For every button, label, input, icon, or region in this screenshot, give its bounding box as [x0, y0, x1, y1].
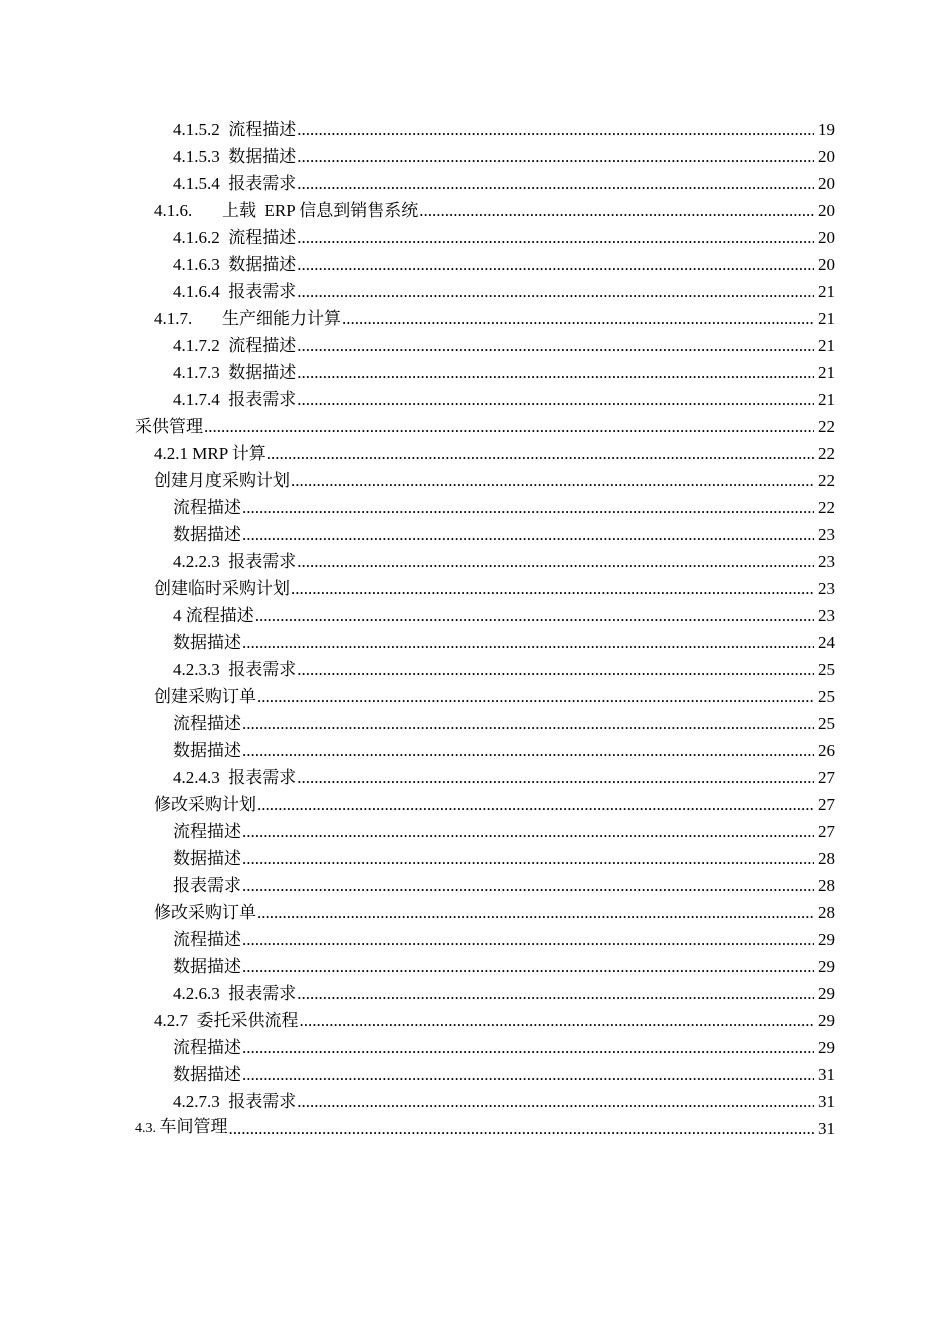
- toc-entry[interactable]: [0, 141, 950, 168]
- toc-entry-title: 报表需求: [228, 552, 297, 571]
- toc-entry-label: [173, 525, 241, 545]
- toc-dot-leader: [297, 282, 814, 302]
- toc-dot-leader: [242, 957, 814, 977]
- toc-entry[interactable]: [0, 735, 950, 762]
- toc-page-number: 23: [818, 525, 835, 544]
- toc-entry-title: 流程描述: [173, 930, 241, 949]
- toc-entry-number: 4.1.7.2: [173, 336, 229, 355]
- toc-entry-label: [173, 849, 241, 869]
- toc-entry-title: 数据描述: [173, 525, 241, 544]
- toc-dot-leader: [297, 228, 814, 248]
- toc-dot-leader: [297, 1092, 814, 1112]
- toc-entry-label: [173, 552, 296, 572]
- toc-entry-label: [173, 660, 296, 680]
- toc-dot-leader: [297, 363, 814, 383]
- toc-entry-label: [135, 417, 203, 437]
- toc-entry[interactable]: [0, 168, 950, 195]
- toc-dot-leader: [297, 120, 814, 140]
- toc-entry-number: 4.1.6.3: [173, 255, 229, 274]
- toc-entry-number: 4.2.1: [154, 444, 193, 463]
- toc-dot-leader: [242, 876, 814, 896]
- toc-entry-title: MRP 计算: [192, 444, 266, 463]
- toc-dot-leader: [297, 984, 814, 1004]
- toc-entry-number: 4.2.3.3: [173, 660, 229, 679]
- toc-dot-leader: [297, 336, 814, 356]
- toc-entry-title: 创建采购订单: [154, 687, 256, 706]
- toc-dot-leader: [297, 552, 814, 572]
- toc-entry-label: [154, 471, 290, 491]
- toc-entry-label: [173, 255, 296, 275]
- toc-entry[interactable]: [0, 924, 950, 951]
- toc-dot-leader: [242, 525, 814, 545]
- toc-entry-label: [173, 957, 241, 977]
- toc-page-number: 29: [818, 957, 835, 976]
- toc-entry-label: [154, 1011, 299, 1031]
- toc-entry-title: 流程描述: [228, 228, 297, 247]
- toc-entry[interactable]: [0, 357, 950, 384]
- toc-entry-number: 4.1.5.4: [173, 174, 229, 193]
- toc-entry-label: [154, 795, 256, 815]
- toc-entry[interactable]: [0, 951, 950, 978]
- toc-entry-label: [173, 120, 296, 140]
- toc-page-number: 21: [818, 363, 835, 382]
- toc-entry-number: 4.1.6.2: [173, 228, 229, 247]
- toc-entry-title: 流程描述: [173, 714, 241, 733]
- toc-page-number: 20: [818, 255, 835, 274]
- toc-dot-leader: [242, 849, 814, 869]
- toc-entry[interactable]: [0, 870, 950, 897]
- toc-entry-label: [173, 741, 241, 761]
- toc-entry-label: [173, 822, 241, 842]
- toc-dot-leader: [204, 417, 814, 437]
- toc-entry[interactable]: [0, 708, 950, 735]
- toc-entry[interactable]: [0, 222, 950, 249]
- toc-page-number: 28: [818, 876, 835, 895]
- toc-dot-leader: [242, 1038, 814, 1058]
- toc-page-number: 31: [818, 1065, 835, 1084]
- toc-entry[interactable]: [0, 249, 950, 276]
- toc-entry-title: 数据描述: [228, 147, 297, 166]
- toc-entry-title: 流程描述: [228, 120, 297, 139]
- toc-entry[interactable]: [0, 1032, 950, 1059]
- toc-entry-title: 报表需求: [228, 282, 297, 301]
- toc-page-number: 22: [818, 498, 835, 517]
- toc-entry-number: 4.2.6.3: [173, 984, 229, 1003]
- toc-dot-leader: [291, 471, 814, 491]
- toc-entry-number: 4.1.6.: [154, 201, 222, 220]
- toc-entry-label: [173, 498, 241, 518]
- toc-dot-leader: [242, 633, 814, 653]
- toc-page-number: 22: [818, 444, 835, 463]
- toc-entry-label: [154, 201, 418, 221]
- toc-entry-label: [173, 876, 241, 896]
- toc-dot-leader: [257, 687, 814, 707]
- toc-page-number: 29: [818, 984, 835, 1003]
- toc-entry-number: 4.1.7.4: [173, 390, 229, 409]
- toc-entry[interactable]: [0, 114, 950, 141]
- toc-entry[interactable]: [0, 546, 950, 573]
- toc-entry[interactable]: [0, 573, 950, 600]
- toc-entry-title: 修改采购订单: [154, 903, 256, 922]
- toc-page-number: 23: [818, 552, 835, 571]
- toc-entry-title: 流程描述: [185, 606, 254, 625]
- toc-entry-title: 报表需求: [228, 660, 297, 679]
- toc-page-number: 26: [818, 741, 835, 760]
- toc-entry-title: 车间管理: [159, 1117, 228, 1136]
- toc-entry[interactable]: [0, 465, 950, 492]
- toc-entry-number: 4.2.7: [154, 1011, 197, 1030]
- toc-entry-number: 4: [173, 606, 186, 625]
- toc-entry-number: 4.1.5.3: [173, 147, 229, 166]
- toc-entry-number: 4.1.7.: [154, 309, 222, 328]
- toc-dot-leader: [297, 660, 814, 680]
- toc-entry-label: [173, 174, 296, 194]
- toc-page-number: 22: [818, 417, 835, 436]
- toc-page-number: 25: [818, 687, 835, 706]
- toc-entry[interactable]: [0, 411, 950, 438]
- toc-entry[interactable]: [0, 384, 950, 411]
- toc-entry[interactable]: [0, 1059, 950, 1086]
- toc-entry-title: 报表需求: [173, 876, 241, 895]
- toc-entry-label: [173, 984, 296, 1004]
- toc-entry-label: [173, 1065, 241, 1085]
- toc-entry-label: [154, 444, 266, 464]
- toc-dot-leader: [257, 903, 814, 923]
- toc-entry-title: 上载 ERP 信息到销售系统: [222, 201, 419, 220]
- toc-entry-label: [173, 390, 296, 410]
- toc-entry-title: 采供管理: [135, 417, 203, 436]
- toc-page-number: 19: [818, 120, 835, 139]
- toc-entry-title: 生产细能力计算: [222, 309, 341, 328]
- toc-entry-title: 数据描述: [173, 633, 241, 652]
- toc-entry[interactable]: [0, 438, 950, 465]
- toc-entry-title: 创建月度采购计划: [154, 471, 290, 490]
- toc-page-number: 29: [818, 1011, 835, 1030]
- toc-entry-label: [135, 1117, 228, 1139]
- toc-dot-leader: [297, 255, 814, 275]
- toc-page-number: 29: [818, 930, 835, 949]
- toc-entry[interactable]: [0, 816, 950, 843]
- toc-entry[interactable]: [0, 789, 950, 816]
- toc-page-number: 25: [818, 714, 835, 733]
- toc-entry-label: [173, 1092, 296, 1112]
- toc-entry-title: 数据描述: [173, 957, 241, 976]
- toc-dot-leader: [257, 795, 814, 815]
- toc-entry-title: 数据描述: [228, 363, 297, 382]
- toc-dot-leader: [291, 579, 814, 599]
- toc-page-number: 23: [818, 579, 835, 598]
- toc-entry-label: [173, 147, 296, 167]
- toc-entry-title: 报表需求: [228, 1092, 297, 1111]
- toc-entry[interactable]: [0, 762, 950, 789]
- toc-page-number: 25: [818, 660, 835, 679]
- toc-page-number: 20: [818, 174, 835, 193]
- toc-entry-title: 流程描述: [228, 336, 297, 355]
- toc-entry-title: 委托采供流程: [196, 1011, 299, 1030]
- toc-entry-title: 报表需求: [228, 768, 297, 787]
- toc-entry-title: 创建临时采购计划: [154, 579, 290, 598]
- toc-entry-label: [173, 336, 296, 356]
- toc-dot-leader: [229, 1119, 815, 1139]
- toc-page-number: 31: [818, 1092, 835, 1111]
- toc-entry-label: [173, 930, 241, 950]
- toc-entry-number: 4.2.2.3: [173, 552, 229, 571]
- toc-entry-title: 数据描述: [173, 849, 241, 868]
- toc-entry-label: [173, 363, 296, 383]
- toc-page-number: 24: [818, 633, 835, 652]
- toc-dot-leader: [255, 606, 814, 626]
- toc-page-number: 27: [818, 795, 835, 814]
- toc-entry-title: 修改采购计划: [154, 795, 256, 814]
- toc-page-number: 23: [818, 606, 835, 625]
- toc-entry-title: 流程描述: [173, 498, 241, 517]
- toc-page-number: 27: [818, 822, 835, 841]
- toc-entry-number: 4.2.4.3: [173, 768, 229, 787]
- toc-entry-title: 流程描述: [173, 1038, 241, 1057]
- toc-dot-leader: [242, 741, 814, 761]
- toc-page-number: 21: [818, 336, 835, 355]
- table-of-contents: [0, 114, 950, 1140]
- toc-entry-label: [154, 309, 341, 329]
- toc-entry[interactable]: [0, 897, 950, 924]
- toc-dot-leader: [419, 201, 814, 221]
- toc-entry[interactable]: [0, 276, 950, 303]
- toc-entry[interactable]: [0, 519, 950, 546]
- toc-entry[interactable]: [0, 1113, 950, 1140]
- toc-page-number: 21: [818, 390, 835, 409]
- toc-entry[interactable]: [0, 843, 950, 870]
- toc-page-number: 29: [818, 1038, 835, 1057]
- toc-entry[interactable]: [0, 681, 950, 708]
- toc-page-number: 20: [818, 201, 835, 220]
- toc-entry-label: [173, 282, 296, 302]
- toc-page-number: 28: [818, 849, 835, 868]
- toc-page-number: 22: [818, 471, 835, 490]
- toc-entry-title: 数据描述: [173, 741, 241, 760]
- toc-dot-leader: [242, 714, 814, 734]
- toc-entry-number: 4.2.7.3: [173, 1092, 229, 1111]
- toc-entry-label: [173, 228, 296, 248]
- toc-entry[interactable]: [0, 978, 950, 1005]
- toc-dot-leader: [242, 1065, 814, 1085]
- toc-dot-leader: [300, 1011, 815, 1031]
- toc-page-number: 31: [818, 1119, 835, 1138]
- toc-entry-number: 4.1.5.2: [173, 120, 229, 139]
- toc-page-number: 27: [818, 768, 835, 787]
- toc-dot-leader: [242, 498, 814, 518]
- toc-dot-leader: [297, 390, 814, 410]
- toc-entry[interactable]: [0, 195, 950, 222]
- toc-entry-number: 4.1.7.3: [173, 363, 229, 382]
- toc-page-number: 28: [818, 903, 835, 922]
- toc-entry-number: 4.1.6.4: [173, 282, 229, 301]
- toc-entry-title: 流程描述: [173, 822, 241, 841]
- toc-dot-leader: [267, 444, 814, 464]
- toc-entry-title: 报表需求: [228, 984, 297, 1003]
- toc-entry[interactable]: [0, 1005, 950, 1032]
- toc-entry-title: 报表需求: [228, 174, 297, 193]
- toc-entry[interactable]: [0, 1086, 950, 1113]
- toc-entry-label: [154, 579, 290, 599]
- toc-dot-leader: [297, 768, 814, 788]
- toc-entry-label: [173, 633, 241, 653]
- toc-entry[interactable]: [0, 654, 950, 681]
- toc-entry-label: [173, 606, 254, 626]
- toc-entry-label: [173, 714, 241, 734]
- toc-entry[interactable]: [0, 303, 950, 330]
- toc-page-number: 21: [818, 282, 835, 301]
- toc-entry-label: [173, 768, 296, 788]
- toc-entry[interactable]: [0, 600, 950, 627]
- toc-page-number: 20: [818, 228, 835, 247]
- toc-entry[interactable]: [0, 627, 950, 654]
- toc-entry-title: 数据描述: [173, 1065, 241, 1084]
- toc-entry-title: 报表需求: [228, 390, 297, 409]
- toc-page-number: 20: [818, 147, 835, 166]
- toc-dot-leader: [297, 147, 814, 167]
- toc-dot-leader: [297, 174, 814, 194]
- toc-entry[interactable]: [0, 330, 950, 357]
- toc-entry[interactable]: [0, 492, 950, 519]
- toc-dot-leader: [242, 930, 814, 950]
- toc-entry-label: [173, 1038, 241, 1058]
- toc-dot-leader: [242, 822, 814, 842]
- toc-entry-label: [154, 687, 256, 707]
- toc-dot-leader: [342, 309, 814, 329]
- toc-page-number: 21: [818, 309, 835, 328]
- toc-entry-label: [154, 903, 256, 923]
- toc-entry-number: 4.3.: [135, 1121, 160, 1136]
- toc-entry-title: 数据描述: [228, 255, 297, 274]
